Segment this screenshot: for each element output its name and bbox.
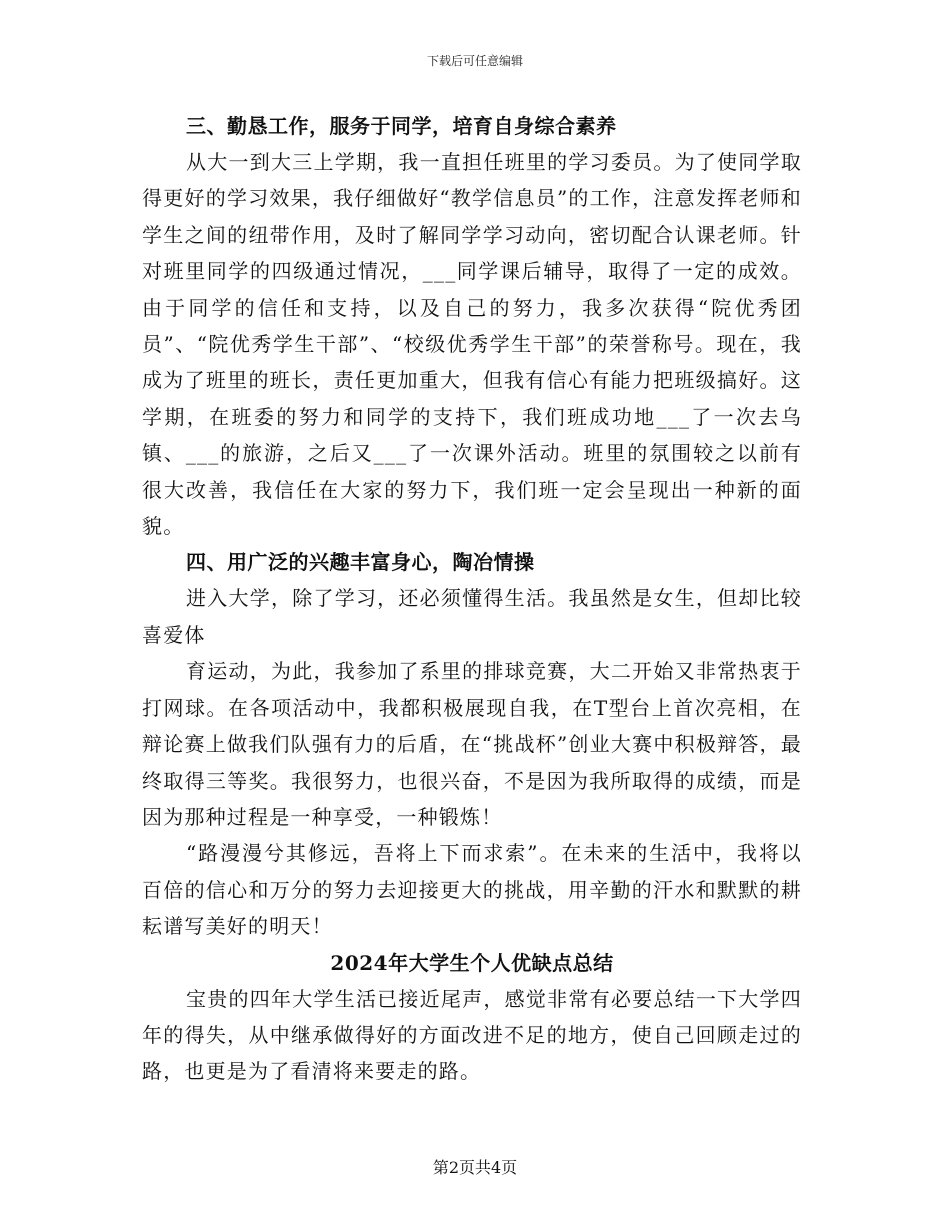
section-heading-3: 三、勤恳工作，服务于同学，培育自身综合素养 — [186, 114, 617, 138]
section-heading-4: 四、用广泛的兴趣丰富身心，陶冶情操 — [186, 550, 535, 575]
section-4-paragraph-1: 进入大学，除了学习，还必须懂得生活。我虽然是女生，但却比较喜爱体 — [142, 586, 802, 647]
section-4-paragraph-2: 育运动，为此，我参加了系里的排球竞赛，大二开始又非常热衷于打网球。在各项活动中，我都积极展现自我，在T型台上首次亮相，在辩论赛上做我们队强有力的后盾，在“挑战杯”创业大赛中积极辩答，最终取得三等奖。我很努力，也很兴奋，不是因为我所取得的成绩，而是因为那种过程是一种享受，一种锻炼！ — [142, 659, 802, 829]
document-title: 2024年大学生个人优缺点总结 — [330, 950, 614, 975]
page-number: 第2页共4页 — [432, 1158, 518, 1177]
closing-paragraph: 宝贵的四年大学生活已接近尾声，感觉非常有必要总结一下大学四年的得失，从中继承做得好的方面改进不足的地方，使自己回顾走过的路，也更是为了看清将来要走的路。 — [142, 986, 802, 1084]
header-note: 下载后可任意编辑 — [426, 54, 523, 68]
document-body — [142, 108, 802, 1090]
section-3-paragraph: 从大一到大三上学期，我一直担任班里的学习委员。为了使同学取得更好的学习效果，我仔细做好“教学信息员”的工作，注意发挥老师和学生之间的纽带作用，及时了解同学学习动向，密切配合认课老师。针对班里同学的四级通过情况，___同学课后辅导，取得了一定的成效。由于同学的信任和支持，以及自己的努力，我多次获得“院优秀团员”、“院优秀学生干部”、“校级优秀学生干部”的荣誉称号。现在，我成为了班里的班长，责任更加重大，但我有信心有能力把班级搞好。这学期，在班委的努力和同学的支持下，我们班成功地___了一次去乌镇、___的旅游，之后又___了一次课外活动。班里的氛围较之以前有很大改善，我信任在大家的努力下，我们班一定会呈现出一种新的面貌。 — [142, 150, 802, 539]
section-4-paragraph-3: “路漫漫兮其修远，吾将上下而求索”。在未来的生活中，我将以百倍的信心和万分的努力去迎接更大的挑战，用辛勤的汗水和默默的耕耘谱写美好的明天！ — [142, 841, 802, 939]
